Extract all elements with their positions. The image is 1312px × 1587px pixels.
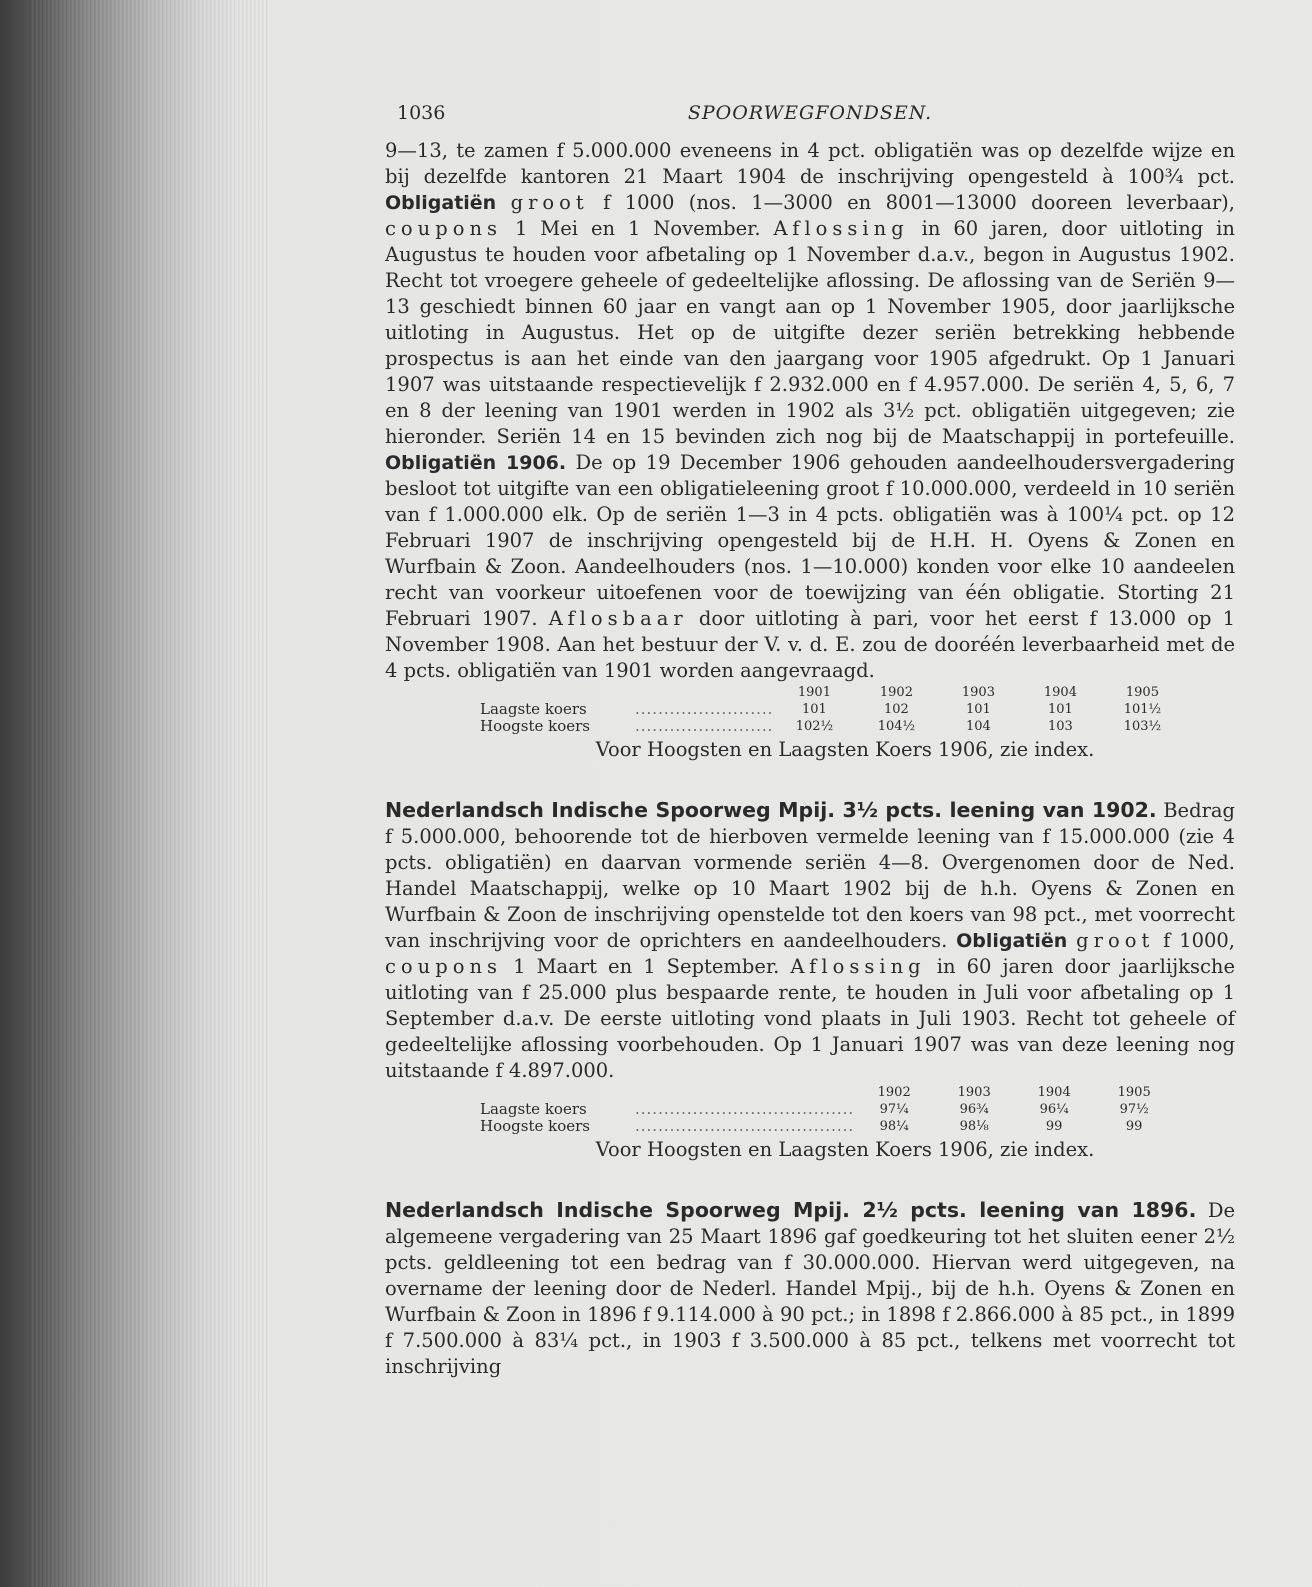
year-cell: 1904 (1043, 685, 1077, 700)
page-header (385, 100, 1235, 138)
table-row (480, 1118, 1174, 1135)
page-number: 1036 (397, 102, 446, 124)
year-cell: 1905 (1125, 685, 1159, 700)
leader-dots: ...................................... (635, 1101, 855, 1118)
leader-dots: ...................................... (635, 1118, 855, 1135)
year-cell: 1903 (957, 1085, 991, 1100)
section-heading: Nederlandsch Indische Spoorweg Mpij. 3½ pcts. leening van 1902. (385, 798, 1157, 822)
year-cell: 1903 (961, 685, 995, 700)
bold-heading: Obligatiën 1906. (385, 452, 567, 474)
text-run: in 60 jaren door jaarlijksche uitloting van f 25.000 plus bespaarde rente, te houden in Juli voor afbetaling op 1 September d.a.v. De eerste uitloting vond plaats in Juli 1903. Recht tot geheele of gedeeltelijke aflossing voorbehouden. Op 1 Januari 1907 was van deze leening nog uitstaande f 4.897.000. (385, 955, 1235, 1082)
spaced-term: coupons (385, 955, 503, 978)
row-label: Laagste koers (480, 1100, 587, 1118)
value-cell: 101 (966, 702, 991, 717)
text-run: in 60 jaren, door uitloting in Augustus te houden voor afbetaling op 1 November d.a.v., begon in Augustus 1902. Recht tot vroegere geheele of gedeeltelijke aflossing. De aflossing van de Seriën 9—13 geschiedt binnen 60 jaar en vangt aan op 1 November 1905, door jaarlijksche uitloting in Augustus. Het op de uitgifte dezer seriën betrekking hebbende prospectus is aan het einde van den jaargang voor 1905 afgedrukt. Op 1 Januari 1907 was uitstaande respectievelijk f 2.932.000 en f 4.957.000. De seriën 4, 5, 6, 7 en 8 der leening van 1901 werden in 1902 als 3½ pct. obligatiën uitgegeven; zie hieronder. Seriën 14 en 15 bevinden zich nog bij de Maatschappij in portefeuille. (385, 217, 1235, 448)
value-cell: 104 (966, 719, 991, 734)
value-cell: 96¼ (1039, 1102, 1069, 1117)
value-cell: 97½ (1119, 1102, 1149, 1117)
text-run: f 1000, (1154, 929, 1235, 952)
value-cell: 103½ (1123, 719, 1162, 734)
text-run: 1 Mei en 1 November. (502, 217, 774, 240)
year-cell: 1902 (877, 1085, 911, 1100)
table-header-row (480, 684, 1183, 701)
paragraph-obligatien-4pct (385, 138, 1235, 684)
year-cell: 1904 (1037, 1085, 1071, 1100)
page-body (385, 100, 1235, 1380)
year-cell: 1902 (879, 685, 913, 700)
value-cell: 98⅛ (959, 1119, 989, 1134)
text-run: De algemeene vergadering van 25 Maart 1896 gaf goedkeuring tot het sluiten eener 2½ pcts. geldleening tot een bedrag van f 30.000.000. Hiervan werd uitgegeven, na overname der leening door de Nederl. Handel Mpij., bij de h.h. Oyens & Zonen en Wurfbain & Zoon in 1896 f 9.114.000 à 90 pct.; in 1898 f 2.866.000 à 85 pct., in 1899 f 7.500.000 à 83¼ pct., in 1903 f 3.500.000 à 85 pct., telkens met voorrecht tot inschrijving (385, 1199, 1235, 1378)
value-cell: 99 (1045, 1119, 1063, 1134)
paragraph-leening-1896 (385, 1197, 1235, 1380)
row-label: Hoogste koers (480, 717, 590, 735)
table-row (480, 701, 1183, 718)
bold-heading: Obligatiën (385, 192, 497, 214)
value-cell: 97¼ (879, 1102, 909, 1117)
text-run: Bedrag f 5.000.000, behoorende tot de hierboven vermelde leening van f 15.000.000 (zie 4 pcts. obligatiën) en daarvan vormende seriën 4—8. Overgenomen door de Ned. Handel Maatschappij, welke op 10 Maart 1902 bij de h.h. Oyens & Zonen en Wurfbain & Zoon de inschrijving openstelde tot den koers van 98 pct., met voorrecht van inschrijving voor de oprichters en aandeelhouders. (385, 799, 1236, 952)
leader-dots: ........................ (635, 701, 774, 718)
text-run: f 1000 (nos. 1—3000 en 8001—13000 dooreen leverbaar), (588, 191, 1235, 214)
spaced-term: Aflosbaar (548, 607, 688, 630)
spaced-term: groot (510, 191, 589, 214)
text-run: De op 19 December 1906 gehouden aandeelhoudersvergadering besloot tot uitgifte van een obligatieleening groot f 10.000.000, verdeeld in 10 seriën van f 1.000.000 elk. Op de seriën 1—3 in 4 pcts. obligatiën was à 100¼ pct. op 12 Februari 1907 de inschrijving opengesteld bij de H.H. H. Oyens & Zonen en Wurfbain & Zoon. Aandeelhouders (nos. 1—10.000) konden voor elke 10 aandeelen recht van voorkeur uitoefenen voor de toewijzing van één obligatie. Storting 21 Februari 1907. (385, 451, 1235, 630)
table-header-row (480, 1084, 1174, 1101)
value-cell: 101 (1048, 702, 1073, 717)
text-run: door uitloting à pari, voor het eerst f 13.000 op 1 November 1908. Aan het bestuur der V. v. d. E. zou de dooréén leverbaarheid met de 4 pcts. obligatiën van 1901 worden aangevraagd. (385, 607, 1235, 682)
value-cell: 104½ (877, 719, 916, 734)
value-cell: 98¼ (879, 1119, 909, 1134)
row-label: Hoogste koers (480, 1117, 590, 1135)
value-cell: 102½ (795, 719, 834, 734)
koers-table-1901-1905 (480, 684, 1183, 735)
year-cell: 1905 (1117, 1085, 1151, 1100)
value-cell: 96¾ (959, 1102, 989, 1117)
row-label: Laagste koers (480, 700, 587, 718)
value-cell: 101½ (1123, 702, 1162, 717)
value-cell: 99 (1125, 1119, 1143, 1134)
running-head: SPOORWEGFONDSEN. (687, 102, 933, 124)
text-run: 1 Maart en 1 September. (502, 955, 791, 978)
value-cell: 103 (1048, 719, 1073, 734)
bold-heading: Obligatiën (956, 930, 1068, 952)
table-row (480, 718, 1183, 735)
koers-table-1902-1905 (480, 1084, 1174, 1135)
table-row (480, 1101, 1174, 1118)
value-cell: 102 (884, 702, 909, 717)
text-run: 9—13, te zamen f 5.000.000 eveneens in 4 pct. obligatiën was op dezelfde wijze en bij dezelfde kantoren 21 Maart 1904 de inschrijving opengesteld à 100¾ pct. (385, 139, 1235, 188)
section-heading: Nederlandsch Indische Spoorweg Mpij. 2½ pcts. leening van 1896. (385, 1198, 1197, 1222)
spaced-term: coupons (385, 217, 503, 240)
value-cell: 101 (802, 702, 827, 717)
paragraph-leening-1902 (385, 797, 1235, 1084)
index-note: Voor Hoogsten en Laagsten Koers 1906, zie index. (595, 738, 1095, 761)
book-page-edges (30, 0, 270, 1587)
spaced-term: groot (1076, 929, 1155, 952)
spaced-term: Aflossing (773, 217, 909, 240)
leader-dots: ........................ (635, 718, 774, 735)
spaced-term: Aflossing (790, 955, 926, 978)
year-cell: 1901 (797, 685, 831, 700)
index-note: Voor Hoogsten en Laagsten Koers 1906, zie index. (595, 1138, 1095, 1161)
